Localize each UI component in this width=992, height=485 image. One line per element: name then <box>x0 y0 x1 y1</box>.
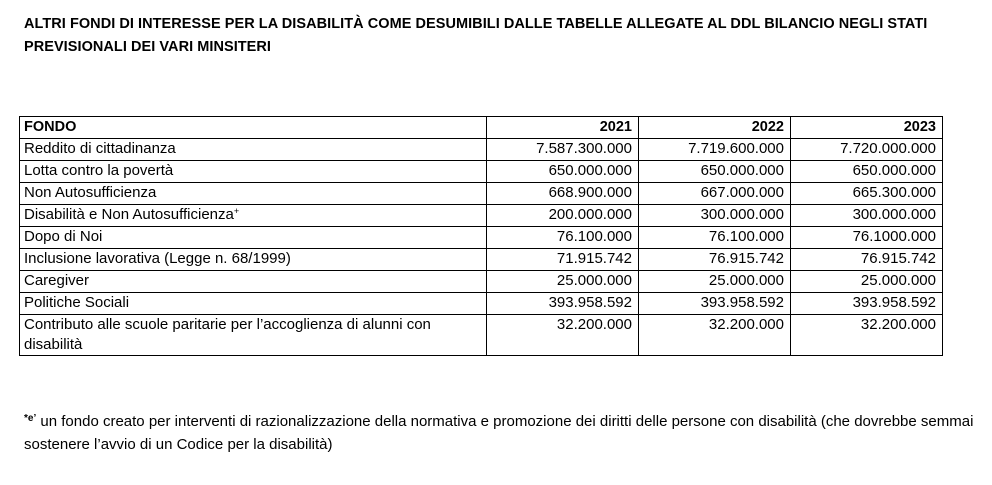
header-fondo: FONDO <box>20 117 487 139</box>
cell-fondo: Politiche Sociali <box>20 293 487 315</box>
footnote-text: un fondo creato per interventi di razionalizzazione della normativa e promozione dei diritti delle persone con disabilità (che dovrebbe semmai sostenere l’avvio di un Codice per la disabilità) <box>24 413 974 453</box>
table-row <box>20 161 943 183</box>
cell-fondo <box>20 205 487 227</box>
footnote-marker: + <box>233 206 240 216</box>
table-header-row <box>20 117 943 139</box>
header-2021: 2021 <box>487 117 639 139</box>
fondo-label: Disabilità e Non Autosufficienza <box>24 206 234 223</box>
cell-fondo: Caregiver <box>20 271 487 293</box>
document-title: ALTRI FONDI DI INTERESSE PER LA DISABILITÀ COME DESUMIBILI DALLE TABELLE ALLEGATE AL DDL BILANCIO NEGLI STATI PREVISIONALI DEI VARI MINSITERI <box>24 16 928 55</box>
table-row <box>20 315 943 356</box>
table-row <box>20 139 943 161</box>
cell-2021: 200.000.000 <box>487 205 639 227</box>
cell-2023: 76.1000.000 <box>791 227 943 249</box>
cell-2023: 76.915.742 <box>791 249 943 271</box>
cell-fondo: Reddito di cittadinanza <box>20 139 487 161</box>
cell-fondo: Inclusione lavorativa (Legge n. 68/1999) <box>20 249 487 271</box>
cell-fondo: Contributo alle scuole paritarie per l’accoglienza di alunni con disabilità <box>20 315 487 356</box>
cell-2023: 393.958.592 <box>791 293 943 315</box>
table-row <box>20 227 943 249</box>
table-row <box>20 183 943 205</box>
cell-2021: 71.915.742 <box>487 249 639 271</box>
table-row <box>20 249 943 271</box>
cell-2022: 76.915.742 <box>639 249 791 271</box>
cell-2021: 668.900.000 <box>487 183 639 205</box>
cell-2021: 25.000.000 <box>487 271 639 293</box>
cell-fondo: Dopo di Noi <box>20 227 487 249</box>
cell-2021: 393.958.592 <box>487 293 639 315</box>
header-2022: 2022 <box>639 117 791 139</box>
table-row <box>20 205 943 227</box>
cell-2022: 25.000.000 <box>639 271 791 293</box>
cell-2022: 32.200.000 <box>639 315 791 356</box>
cell-fondo: Lotta contro la povertà <box>20 161 487 183</box>
header-2023: 2023 <box>791 117 943 139</box>
cell-2021: 650.000.000 <box>487 161 639 183</box>
cell-2022: 300.000.000 <box>639 205 791 227</box>
cell-2023: 300.000.000 <box>791 205 943 227</box>
cell-2022: 667.000.000 <box>639 183 791 205</box>
footnote <box>24 410 974 456</box>
cell-2022: 76.100.000 <box>639 227 791 249</box>
cell-2023: 650.000.000 <box>791 161 943 183</box>
footnote-mark: *e’ <box>24 413 37 424</box>
table-row <box>20 271 943 293</box>
cell-2021: 32.200.000 <box>487 315 639 356</box>
cell-2023: 665.300.000 <box>791 183 943 205</box>
cell-2023: 7.720.000.000 <box>791 139 943 161</box>
cell-2023: 25.000.000 <box>791 271 943 293</box>
cell-2022: 393.958.592 <box>639 293 791 315</box>
funds-table <box>19 116 943 356</box>
cell-2022: 7.719.600.000 <box>639 139 791 161</box>
table-row <box>20 293 943 315</box>
cell-2023: 32.200.000 <box>791 315 943 356</box>
cell-2021: 7.587.300.000 <box>487 139 639 161</box>
cell-2021: 76.100.000 <box>487 227 639 249</box>
cell-2022: 650.000.000 <box>639 161 791 183</box>
cell-fondo: Non Autosufficienza <box>20 183 487 205</box>
